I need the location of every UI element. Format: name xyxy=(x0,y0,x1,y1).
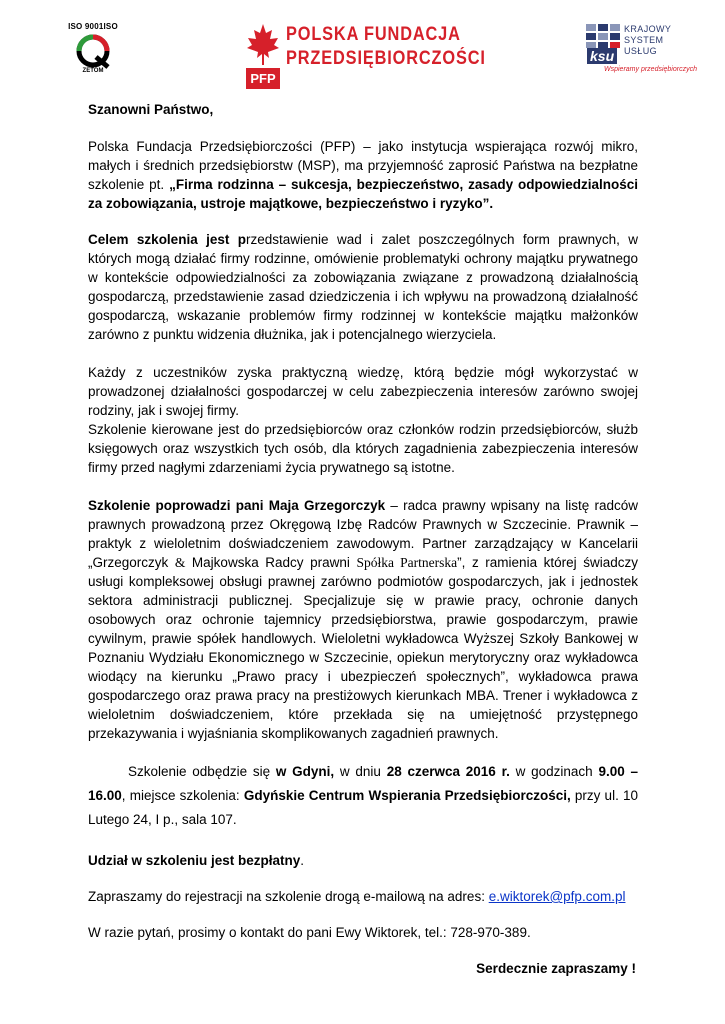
intro-paragraph xyxy=(88,137,638,213)
ksu-line3: USŁUG xyxy=(624,46,658,56)
event-text-5: przy ul. 10 Lutego 24, I p., sala 107. xyxy=(88,788,639,827)
letter-body xyxy=(88,96,638,978)
trainer-text-3: ”, z ramienia której świadczy usługi kompleksowej obsługi prawnej zarówno podmiotów gospodarczych, jak i jednostek sektora administracji publicznej. Specjalizuje się w prawie pracy, ochronie danych osobowych oraz ochronie tajemnicy przedsiębiorstwa, prawie gospodarczym, prawie cywilnym, prawie spółek handlowych. Wieloletni wykładowca Wyższej Szkoły Bankowej w Poznaniu Wydziału Ekonomicznego w Szczecinie, opiekun merytoryczny oraz wykładowca wiodący na kierunku „Prawo pracy i ubezpieczeń społecznych”, wykładowca prawa gospodarczego oraz prawa pracy na prestiżowych kierunkach MBA. Trener i wykładowca z wieloletnim doświadczeniem, które przekłada się na umiejętność przystępnego przekazywania i wyjaśniania skomplikowanych zagadnień prawnych. xyxy=(88,555,638,741)
closing: Serdecznie zapraszamy ! xyxy=(476,961,636,976)
event-city: w Gdyni, xyxy=(275,764,335,779)
goal-paragraph xyxy=(88,230,638,344)
iso-label: ISO 9001ISO xyxy=(68,22,118,31)
ampersand: & xyxy=(174,555,186,570)
event-paragraph xyxy=(88,760,638,832)
registration-email-link[interactable]: e.wiktorek@pfp.com.pl xyxy=(488,889,626,904)
iso-sub-label: ZETOM xyxy=(82,68,104,74)
free-participation xyxy=(88,851,638,870)
audience-paragraph: Szkolenie kierowane jest do przedsiębiorców oraz członków rodzin przedsiębiorców, służb księgowych oraz wszystkich tych osób, dla których zagadnienia zabezpieczenia interesów firmy przed nagłymi zdarzeniami życia prywatnego są istotne. xyxy=(88,422,638,475)
ksu-grid-icon xyxy=(586,24,620,48)
pfp-logo xyxy=(246,20,486,86)
free-dot: . xyxy=(300,853,305,868)
pfp-abbreviation: PFP xyxy=(246,68,280,89)
free-text: Udział w szkoleniu jest bezpłatny xyxy=(88,853,301,868)
event-hours: 9.00 – 16.00 xyxy=(88,764,638,803)
registration-text: Zapraszamy do rejestracji na szkolenie drogą e-mailową na adres: xyxy=(88,889,489,904)
trainer-text-1: – radca prawny wpisany na listę radców prawnych prowadzoną przez Okręgową Izbę Radców Prawnych w Szczecinie. Prawnik – praktyk z wieloletnim doświadczeniem zawodowym. Partner zarządzający w Kancelarii „Grzegorczyk xyxy=(88,498,638,570)
event-text-1: Szkolenie odbędzie się xyxy=(128,764,276,779)
iso-certification-logo xyxy=(60,22,126,74)
registration-line xyxy=(88,887,638,906)
letterhead xyxy=(0,0,725,100)
pfp-name-line1: POLSKA FUNDACJA xyxy=(286,24,461,45)
contact-line: W razie pytań, prosimy o kontakt do pani Ewy Wiktorek, tel.: 728-970-389. xyxy=(88,925,531,940)
trainer-paragraph xyxy=(88,496,638,743)
pfp-name-line2: PRZEDSIĘBIORCZOŚCI xyxy=(286,48,486,69)
law-firm-name: Spółka Partnerska xyxy=(356,555,458,570)
salutation: Szanowni Państwo, xyxy=(88,102,214,117)
event-venue: Gdyńskie Centrum Wspierania Przedsiębiorczości, xyxy=(243,788,571,803)
ksu-logo xyxy=(586,22,696,72)
intro-text: Polska Fundacja Przedsiębiorczości (PFP) – jako instytucja wspierająca rozwój mikro, małych i średnich przedsiębiorstw (MSP), ma przyjemność zaprosić Państwa na bezpłatne szkolenie pt. xyxy=(88,139,638,192)
maple-leaf-icon xyxy=(246,22,280,66)
event-text-2: w dniu xyxy=(334,764,387,779)
ksu-line1: KRAJOWY xyxy=(624,24,672,34)
zetom-q-icon xyxy=(74,33,112,69)
trainer-text-2: Majkowska Radcy prawni xyxy=(185,555,357,570)
training-title: „Firma rodzinna – sukcesja, bezpieczeństwo, zasady odpowiedzialności za zobowiązania, ustroje majątkowe, bezpieczeństwo i ryzyko”. xyxy=(88,177,638,211)
ksu-line2: SYSTEM xyxy=(624,35,664,45)
trainer-label: Szkolenie poprowadzi pani Maja Grzegorczyk xyxy=(88,498,386,513)
ksu-tagline: Wspieramy przedsiębiorczych xyxy=(604,66,697,73)
event-text-3: w godzinach xyxy=(509,764,599,779)
benefit-paragraph: Każdy z uczestników zyska praktyczną wiedzę, którą będzie mógł wykorzystać w prowadzonej działalności gospodarczej w celu zabezpieczenia interesów zarówno swojej rodziny, jak i swojej firmy. xyxy=(88,365,638,418)
goal-text: rzedstawienie wad i zalet poszczególnych form prawnych, w których mogą działać firmy rodzinne, omówienie problematyki ochrony majątku prywatnego w kontekście odpowiedzialności za zobowiązania związane z prowadzoną działalnością gospodarczą, przedstawienie zasad dziedziczenia i ich wpływu na prowadzoną działalność gospodarczą, wskazanie problemów firmy rodzinnej w kontekście majątku małżonków zarówno z punktu widzenia dłużnika, jak i potencjalnego wierzyciela. xyxy=(88,232,638,342)
event-text-4: , miejsce szkolenia: xyxy=(121,788,244,803)
ksu-abbreviation: ksu xyxy=(587,48,617,64)
goal-label: Celem szkolenia jest p xyxy=(88,232,247,247)
event-date: 28 czerwca 2016 r. xyxy=(386,764,510,779)
